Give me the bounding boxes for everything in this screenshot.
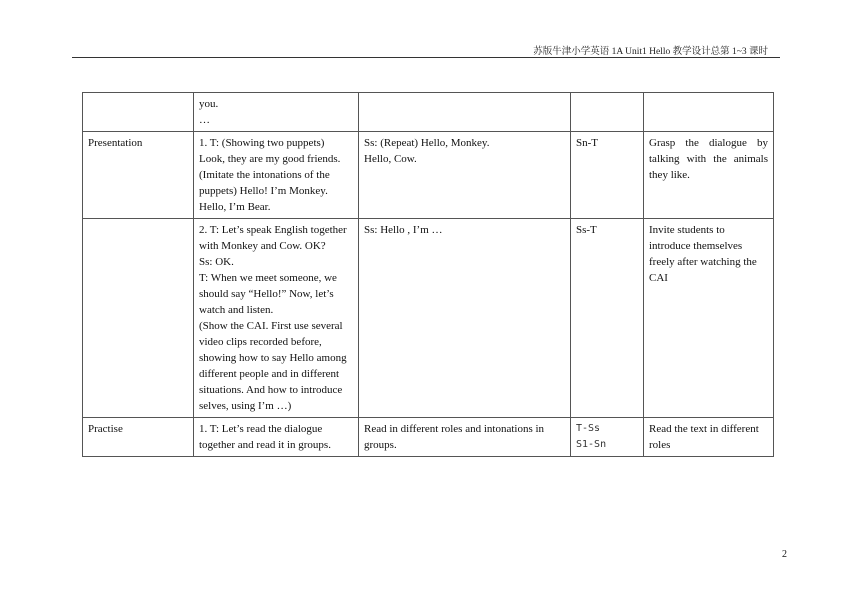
teacher-activity-cell [194, 93, 359, 132]
purpose-cell: Read the text in different roles [644, 418, 774, 457]
student-activity-cell [359, 219, 571, 418]
stage-cell [83, 93, 194, 132]
page-number: 2 [782, 549, 787, 560]
lesson-plan-table [82, 92, 774, 457]
interaction-cell [571, 418, 644, 457]
interaction-cell [571, 93, 644, 132]
student-activity-cell [359, 93, 571, 132]
header-rule [72, 57, 780, 58]
interaction-cell [571, 132, 644, 219]
interaction-line: Sn-T [576, 137, 598, 149]
teacher-activity-cell [194, 219, 359, 418]
teacher-activity-cell [194, 132, 359, 219]
table-row [83, 219, 774, 418]
student-line: Ss: (Repeat) Hello, Monkey. [364, 137, 490, 149]
teacher-line: Ss: OK. [199, 256, 234, 268]
teacher-line: 1. T: (Showing two puppets) Look, they are my good friends. (Imitate the intonations of the puppets) Hello! I’m Monkey. Hello, I’m Bear. [199, 137, 341, 213]
student-activity-cell [359, 132, 571, 219]
table-row [83, 418, 774, 457]
stage-cell [83, 219, 194, 418]
table-row [83, 132, 774, 219]
teacher-line: … [199, 114, 210, 126]
interaction-line: T-Ss [576, 423, 601, 434]
teacher-activity-cell [194, 418, 359, 457]
teacher-line: (Show the CAI. First use several video clips recorded before, showing how to say Hello among different people and in different situations. And how to introduce selves, using I’m …) [199, 320, 347, 412]
purpose-cell [644, 93, 774, 132]
student-line: Ss: Hello , I’m … [364, 224, 443, 236]
student-line: Read in different roles and intonations in groups. [364, 423, 545, 451]
purpose-cell: Invite students to introduce themselves freely after watching the CAI [644, 219, 774, 418]
table-row [83, 93, 774, 132]
student-line: Hello, Cow. [364, 153, 417, 165]
student-activity-cell [359, 418, 571, 457]
interaction-cell [571, 219, 644, 418]
interaction-line: S1-Sn [576, 439, 607, 450]
teacher-line: T: When we meet someone, we should say “Hello!” Now, let’s watch and listen. [199, 272, 337, 316]
page-header-title: 苏版牛津小学英语 1A Unit1 Hello 教学设计总第 1~3 课时 [533, 47, 768, 57]
teacher-line: 1. T: Let’s read the dialogue together and read it in groups. [199, 423, 331, 451]
teacher-line: you. [199, 98, 219, 110]
stage-cell: Practise [83, 418, 194, 457]
stage-cell: Presentation [83, 132, 194, 219]
purpose-cell: Grasp the dialogue by talking with the animals they like. [644, 132, 774, 219]
interaction-line: Ss-T [576, 224, 597, 236]
teacher-line: 2. T: Let’s speak English together with Monkey and Cow. OK? [199, 224, 347, 252]
